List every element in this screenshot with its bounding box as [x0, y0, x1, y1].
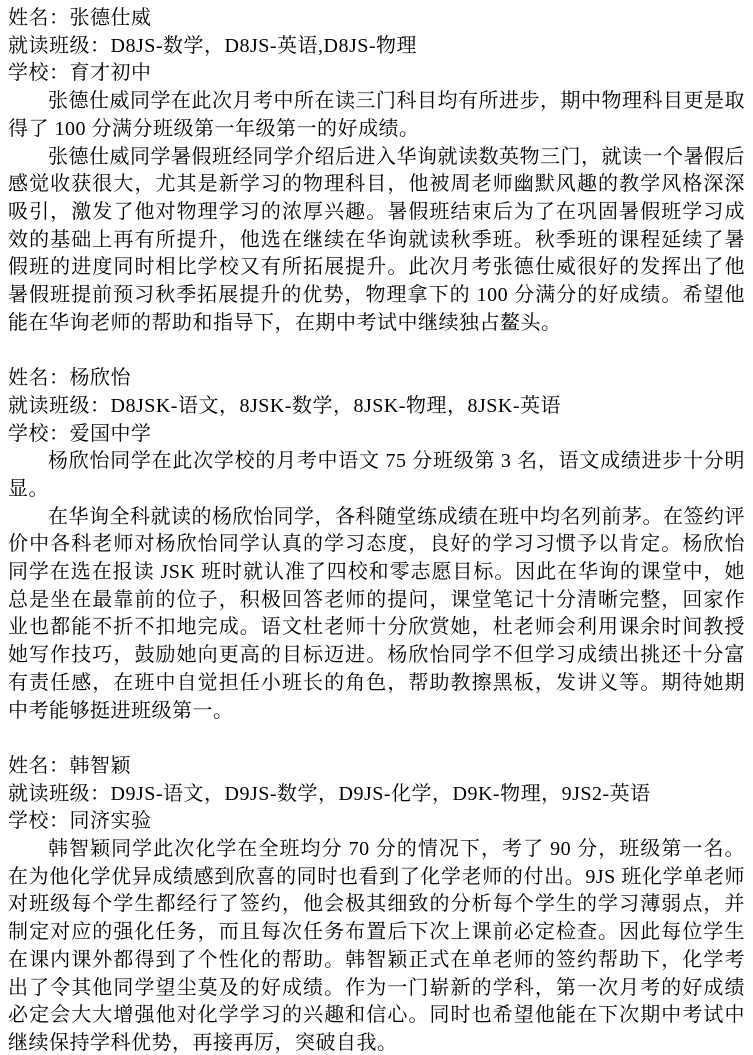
- class-value: D8JS-数学，D8JS-英语,D8JS-物理: [110, 34, 418, 57]
- report-paragraph: 张德仕威同学在此次月考中所在读三门科目均有所进步，期中物理科目更是取得了 100 分满分班级第一年级第一的好成绩。: [8, 90, 745, 140]
- name-field: [8, 365, 745, 393]
- name-label: 姓名：: [8, 7, 70, 29]
- class-field: [8, 33, 745, 61]
- name-field: [8, 5, 745, 33]
- class-label: 就读班级：: [8, 34, 111, 57]
- report-paragraph: 杨欣怡同学在此次学校的月考中语文 75 分班级第 3 名，语文成绩进步十分明显。: [8, 450, 745, 500]
- school-value: 同济实验: [69, 810, 152, 833]
- name-value: 韩智颖: [69, 754, 131, 777]
- student-report: [8, 5, 745, 337]
- class-value: D9JS-语文，D9JS-数学，D9JS-化学，D9K-物理，9JS2-英语: [110, 782, 651, 805]
- class-field: [8, 781, 745, 809]
- school-label: 学校：: [8, 422, 70, 445]
- student-report: [8, 365, 745, 725]
- class-label: 就读班级：: [8, 394, 111, 417]
- student-report: [8, 753, 745, 1055]
- report-paragraph: 张德仕威同学暑假班经同学介绍后进入华询就读数英物三门，就读一个暑假后感觉收获很大，尤其是新学习的物理科目，他被周老师幽默风趣的教学风格深深吸引，激发了他对物理学习的浓厚兴趣。暑假班结束后为了在巩固暑假班学习成效的基础上再有所提升，他选在继续在华询就读秋季班。秋季班的课程延续了暑假班的进度同时相比学校又有所拓展提升。此次月考张德仕威很好的发挥出了他暑假班提前预习秋季拓展提升的优势，物理拿下的 100 分满分的好成绩。希望他能在华询老师的帮助和指导下，在期中考试中继续独占鳌头。: [8, 145, 745, 334]
- name-field: [8, 753, 745, 781]
- class-label: 就读班级：: [8, 782, 111, 805]
- report-paragraph: 在华询全科就读的杨欣怡同学，各科随堂练成绩在班中均名列前茅。在签约评价中各科老师对杨欣怡同学认真的学习态度，良好的学习习惯予以肯定。杨欣怡同学在选在报读 JSK 班时就认准了四校和零志愿目标。因此在华询的课堂中，她总是坐在最靠前的位子，积极回答老师的提问，课堂笔记十分清晰完整，回家作业也都能不折不扣地完成。语文杜老师十分欣赏她，杜老师会利用课余时间教授她写作技巧，鼓励她向更高的目标迈进。杨欣怡同学不但学习成绩出挑还十分富有责任感，在班中自觉担任小班长的角色，帮助教擦黑板，发讲义等。期待她期中考能够挺进班级第一。: [8, 505, 745, 722]
- school-field: [8, 808, 745, 836]
- name-label: 姓名：: [8, 754, 70, 777]
- class-field: [8, 393, 745, 421]
- school-field: [8, 421, 745, 449]
- name-value: 杨欣怡: [69, 367, 131, 390]
- name-value: 张德仕威: [69, 7, 152, 29]
- class-value: D8JSK-语文，8JSK-数学，8JSK-物理，8JSK-英语: [110, 394, 561, 417]
- school-label: 学校：: [8, 810, 70, 833]
- school-label: 学校：: [8, 62, 70, 85]
- school-field: [8, 60, 745, 88]
- school-value: 育才初中: [69, 62, 152, 85]
- school-value: 爱国中学: [69, 422, 152, 445]
- name-label: 姓名：: [8, 367, 70, 390]
- report-paragraph: 韩智颖同学此次化学在全班均分 70 分的情况下，考了 90 分，班级第一名。在为他化学优异成绩感到欣喜的同时也看到了化学老师的付出。9JS 班化学单老师对班级每个学生都经行了签约，他会极其细致的分析每个学生的学习薄弱点，并制定对应的强化任务，而且每次任务布置后下次上课前必定检查。因此每位学生在课内课外都得到了个性化的帮助。韩智颖正式在单老师的签约帮助下，化学考出了令其他同学望尘莫及的好成绩。作为一门崭新的学科，第一次月考的好成绩必定会大大增强他对化学学习的兴趣和信心。同时也希望他能在下次期中考试中继续保持学科优势，再接再厉，突破自我。: [8, 838, 745, 1054]
